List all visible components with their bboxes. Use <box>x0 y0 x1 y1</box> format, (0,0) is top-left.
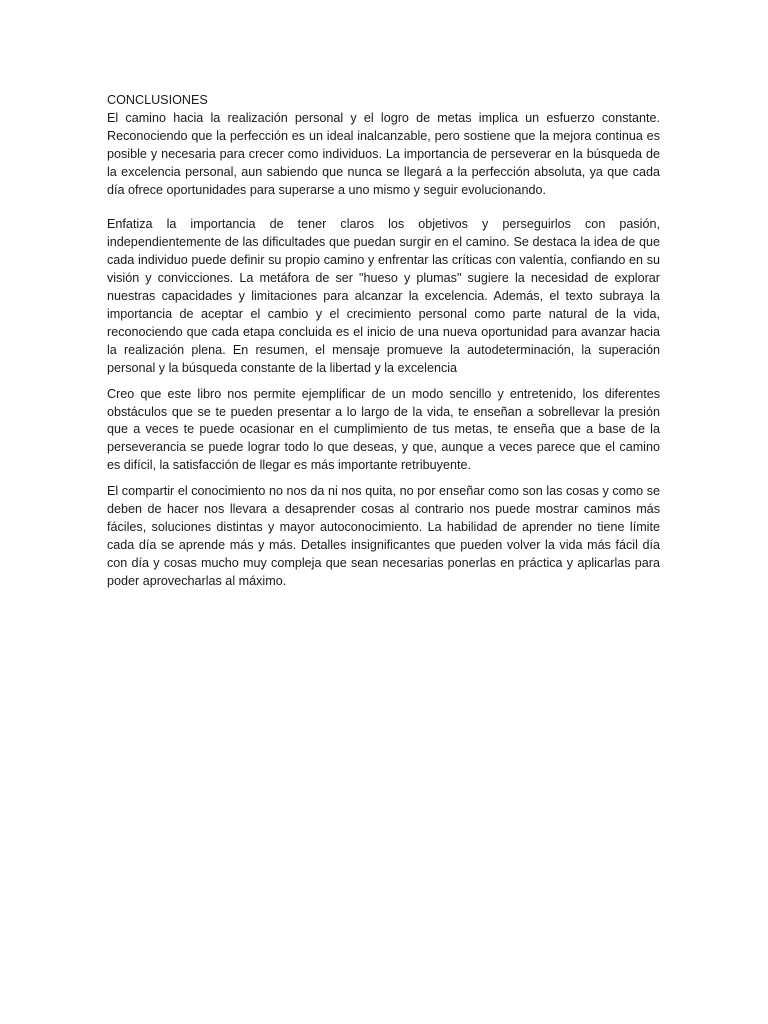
paragraph-1: El camino hacia la realización personal y el logro de metas implica un esfuerzo constante. Reconociendo que la perfección es un ideal inalcanzable, pero sostiene que la mejora continua es posible y necesaria para crecer como individuos. La importancia de perseverar en la búsqueda de la excelencia personal, aun sabiendo que nunca se llegará a la perfección absoluta, ya que cada día ofrece oportunidades para superarse a uno mismo y seguir evolucionando. <box>107 110 660 197</box>
paragraph-4: El compartir el conocimiento no nos da ni nos quita, no por enseñar como son las cosas y como se deben de hacer nos llevara a desaprender cosas al contrario nos puede mostrar caminos más fáciles, soluciones distintas y mayor autoconocimiento. La habilidad de aprender no tiene límite cada día se aprende más y más. Detalles insignificantes que pueden volver la vida más fácil día con día y cosas mucho muy compleja que sean necesarias ponerlas en práctica y aplicarlas para poder aprovecharlas al máximo. <box>107 484 660 588</box>
paragraph-3: Creo que este libro nos permite ejemplificar de un modo sencillo y entretenido, los diferentes obstáculos que se te pueden presentar a lo largo de la vida, te enseñan a sobrellevar la presión que a veces te puede ocasionar en el cumplimiento de tus metas, te enseña que a base de la perseverancia se puede lograr todo lo que deseas, y que, aunque a veces parece que el camino es difícil, la satisfacción de llegar es más importante retribuyente. <box>107 386 660 473</box>
document-body <box>107 92 660 591</box>
document-heading: CONCLUSIONES <box>107 93 208 107</box>
paragraph-2: Enfatiza la importancia de tener claros los objetivos y perseguirlos con pasión, independientemente de las dificultades que puedan surgir en el camino. Se destaca la idea de que cada individuo puede definir su propio camino y enfrentar las críticas con valentía, confiando en su visión y convicciones. La metáfora de ser "hueso y plumas" sugiere la necesidad de explorar nuestras capacidades y limitaciones para alcanzar la excelencia. Además, el texto subraya la importancia de aceptar el cambio y el crecimiento personal como parte natural de la vida, reconociendo que cada etapa concluida es el inicio de una nueva oportunidad para avanzar hacia la realización plena. En resumen, el mensaje promueve la autodeterminación, la superación personal y la búsqueda constante de la libertad y la excelencia <box>107 217 660 375</box>
